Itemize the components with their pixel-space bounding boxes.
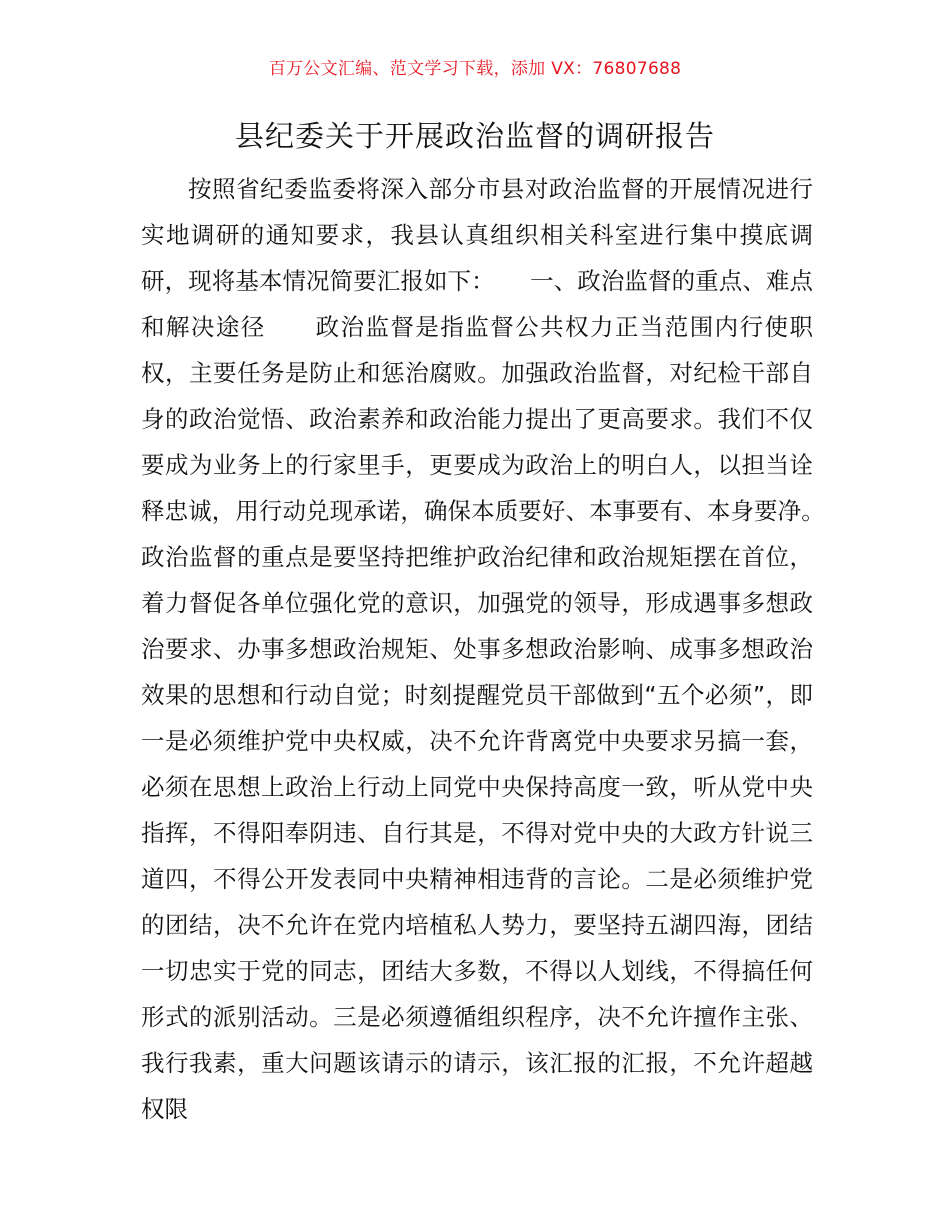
document-title: 县纪委关于开展政治监督的调研报告: [234, 119, 715, 153]
document-body-paragraph: 按照省纪委监委将深入部分市县对政治监督的开展情况进行实地调研的通知要求，我县认真组织相关科室进行集中摸底调研，现将基本情况简要汇报如下： 一、政治监督的重点、难点和解决途径 政治监督是指监督公共权力正当范围内行使职权，主要任务是防止和惩治腐败。加强政治监督，对纪检干部自身的政治觉悟、政治素养和政治能力提出了更高要求。我们不仅要成为业务上的行家里手，更要成为政治上的明白人，以担当诠释忠诚，用行动兑现承诺，确保本质要好、本事要有、本身要净。 政治监督的重点是要坚持把维护政治纪律和政治规矩摆在首位，着力督促各单位强化党的意识，加强党的领导，形成遇事多想政治要求、办事多想政治规矩、处事多想政治影响、成事多想政治效果的思想和行动自觉；时刻提醒党员干部做到“五个必须”，即一是必须维护党中央权威，决不允许背离党中央要求另搞一套，必须在思想上政治上行动上同党中央保持高度一致，听从党中央指挥，不得阳奉阴违、自行其是，不得对党中央的大政方针说三道四，不得公开发表同中央精神相违背的言论。二是必须维护党的团结，决不允许在党内培植私人势力，要坚持五湖四海，团结一切忠实于党的同志，团结大多数，不得以人划线，不得搞任何形式的派别活动。三是必须遵循组织程序，决不允许擅作主张、我行我素，重大问题该请示的请示，该汇报的汇报，不允许超越权限: [141, 175, 860, 1123]
promo-banner: 百万公文汇编、范文学习下载，添加 VX：76807688: [268, 59, 682, 79]
